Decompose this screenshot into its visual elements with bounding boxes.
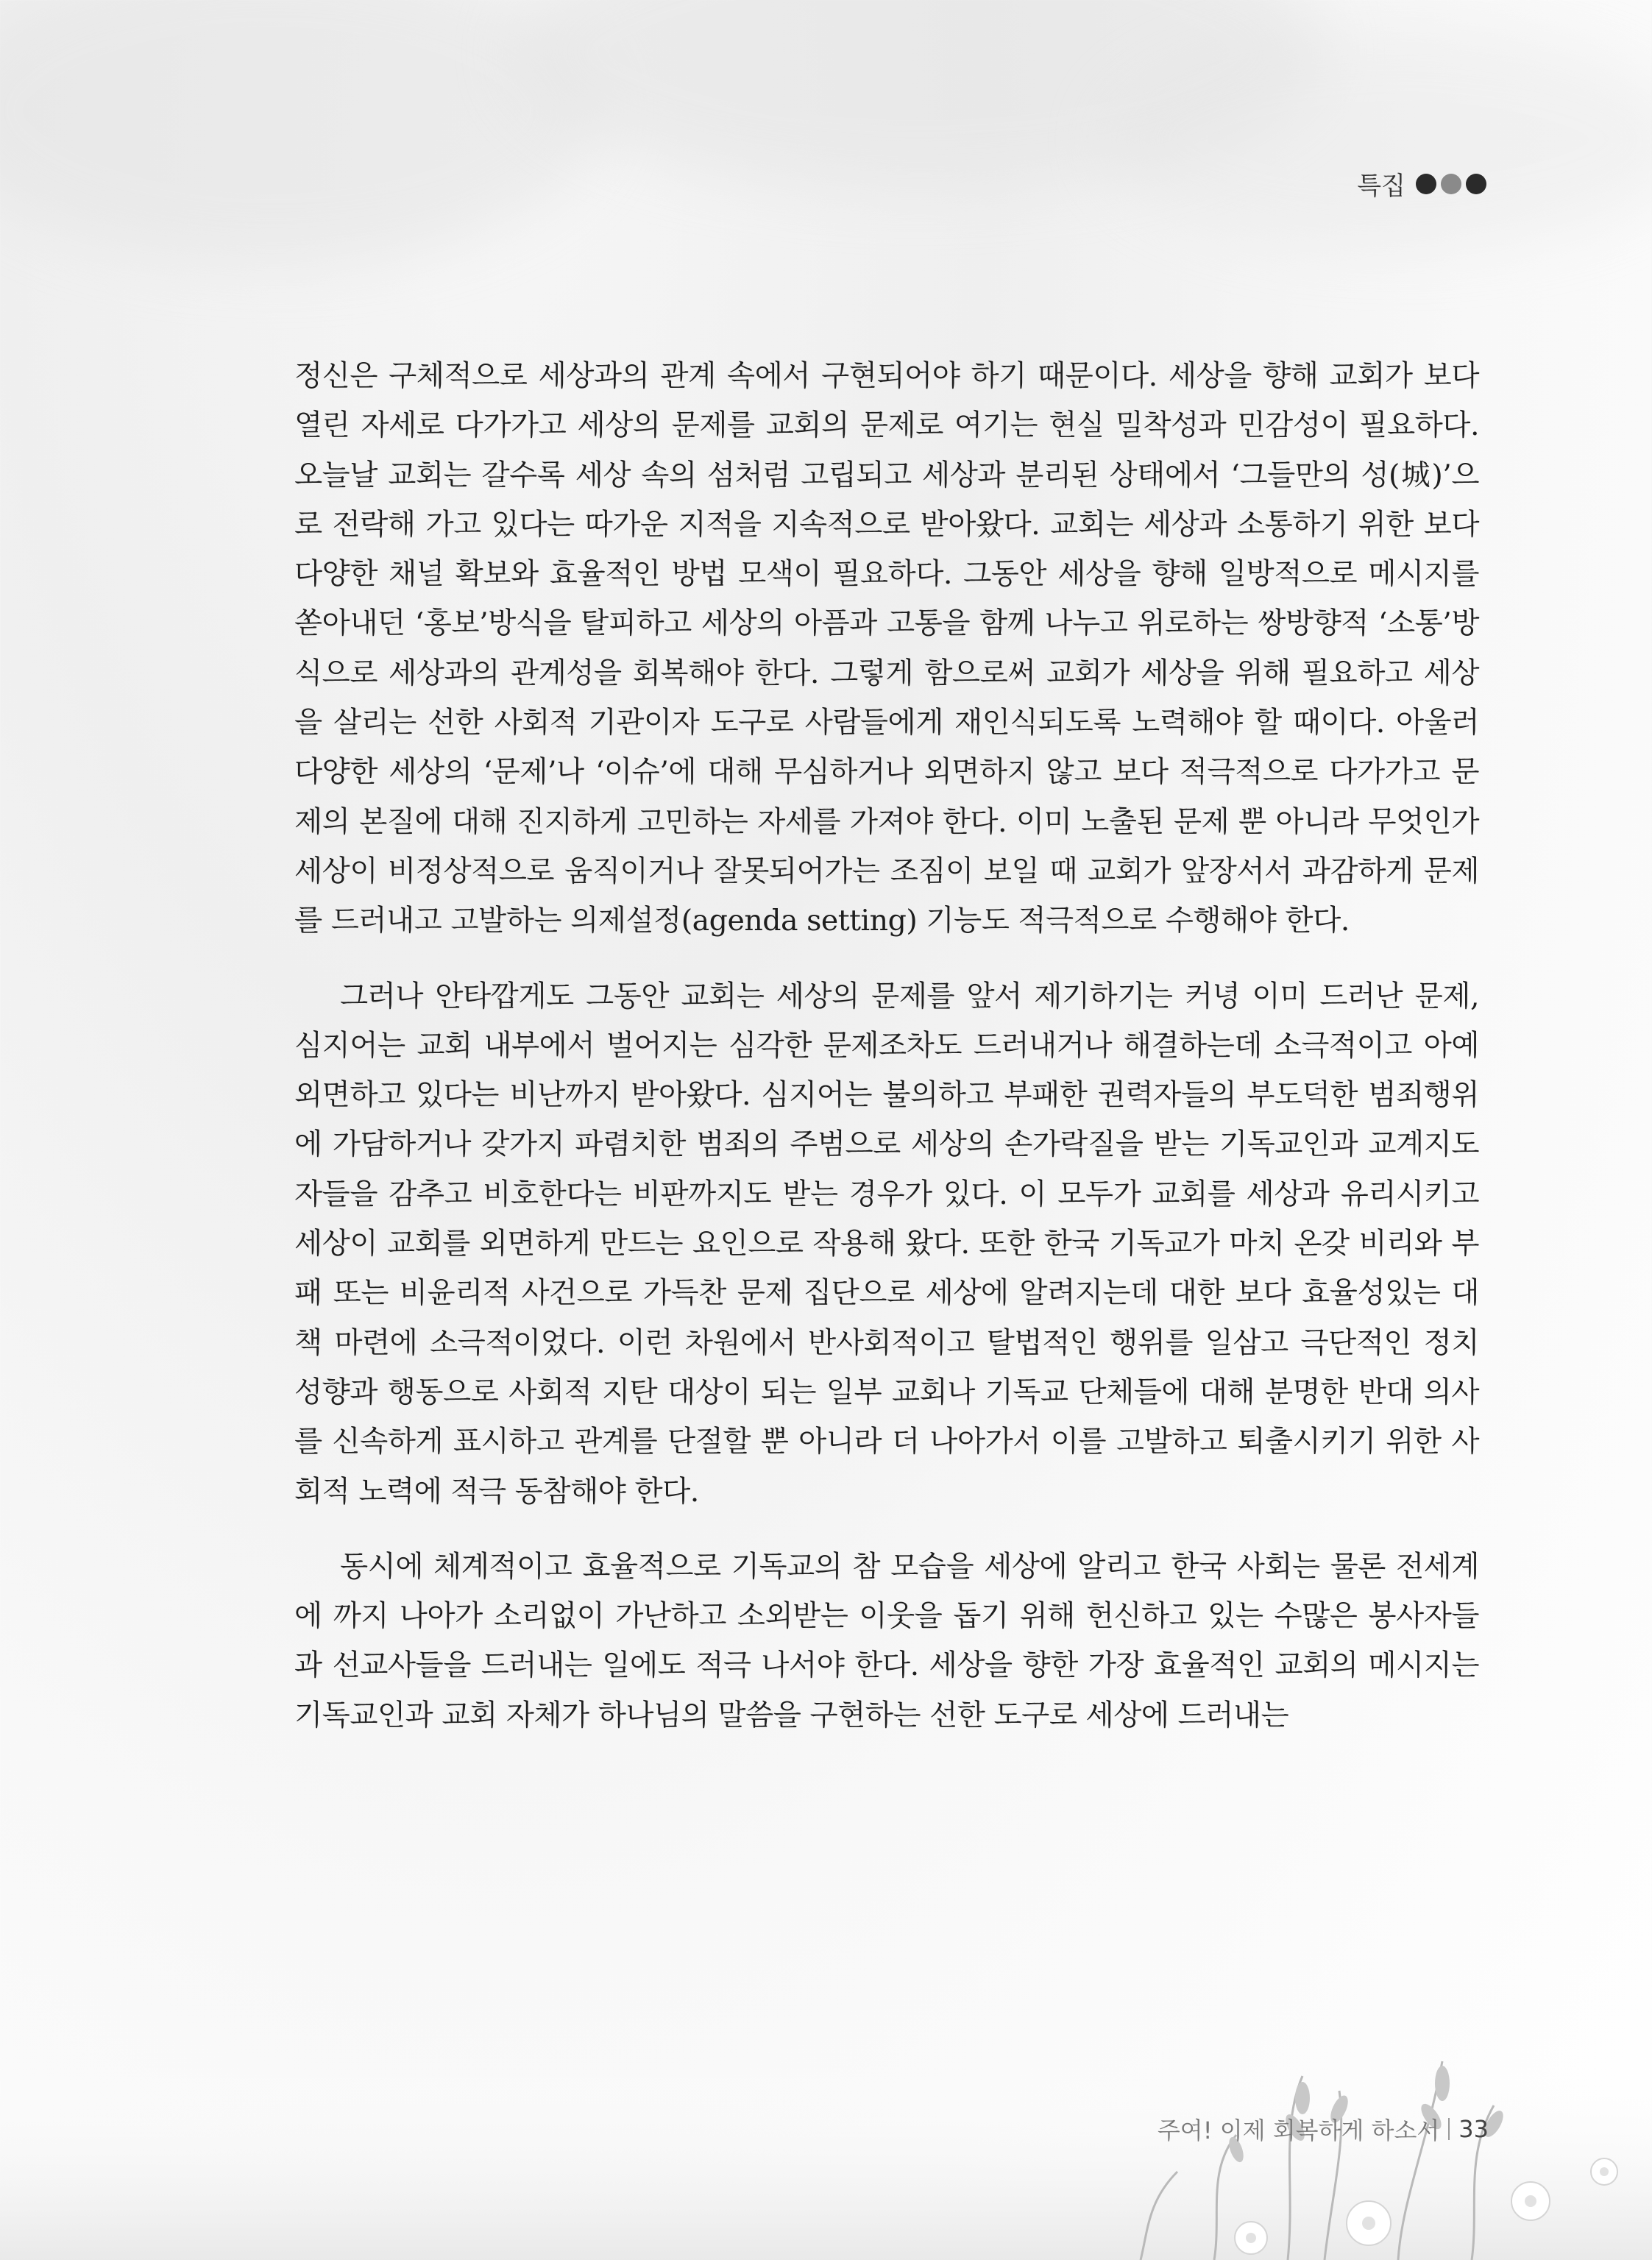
section-label: 특집 [1357,171,1405,201]
paragraph-2: 그러나 안타깝게도 그동안 교회는 세상의 문제를 앞서 제기하기는 커녕 이미 드러난 문제, 심지어는 교회 내부에서 벌어지는 심각한 문제조차도 드러내거나 해결하는데 소극적이고 아예 외면하고 있다는 비난까지 받아왔다. 심지어는 불의하고 부패한 권력자들의 부도덕한 범죄행위에 가담하거나 갖가지 파렴치한 범죄의 주범으로 세상의 손가락질을 받는 기독교인과 교계지도자들을 감추고 비호한다는 비판까지도 받는 경우가 있다. 이 모두가 교회를 세상과 유리시키고 세상이 교회를 외면하게 만드는 요인으로 작용해 왔다. 또한 한국 기독교가 마치 온갖 비리와 부패 또는 비윤리적 사건으로 가득찬 문제 집단으로 세상에 알려지는데 대한 보다 효율성있는 대책 마련에 소극적이었다. 이런 차원에서 반사회적이고 탈법적인 행위를 일삼고 극단적인 정치 성향과 행동으로 사회적 지탄 대상이 되는 일부 교회나 기독교 단체들에 대해 분명한 반대 의사를 신속하게 표시하고 관계를 단절할 뿐 아니라 더 나아가서 이를 고발하고 퇴출시키기 위한 사회적 노력에 적극 동참해야 한다. [294,979,1479,1509]
page-number: 33 [1458,2115,1489,2143]
flower-illustration [0,1951,1652,2260]
dot-icon [1416,174,1436,194]
paragraph-1: 정신은 구체적으로 세상과의 관계 속에서 구현되어야 하기 때문이다. 세상을 향해 교회가 보다 열린 자세로 다가가고 세상의 문제를 교회의 문제로 여기는 현실 밀착성과 민감성이 필요하다. 오늘날 교회는 갈수록 세상 속의 섬처럼 고립되고 세상과 분리된 상태에서 ‘그들만의 성(城)’으로 전락해 가고 있다는 따가운 지적을 지속적으로 받아왔다. 교회는 세상과 소통하기 위한 보다 다양한 채널 확보와 효율적인 방법 모색이 필요하다. 그동안 세상을 향해 일방적으로 메시지를 쏟아내던 ‘홍보’방식을 탈피하고 세상의 아픔과 고통을 함께 나누고 위로하는 쌍방향적 ‘소통’방식으로 세상과의 관계성을 회복해야 한다. 그렇게 함으로써 교회가 세상을 위해 필요하고 세상을 살리는 선한 사회적 기관이자 도구로 사람들에게 재인식되도록 노력해야 할 때이다. 아울러 다양한 세상의 ‘문제’나 ‘이슈’에 대해 무심하거나 외면하지 않고 보다 적극적으로 다가가고 문제의 본질에 대해 진지하게 고민하는 자세를 가져야 한다. 이미 노출된 문제 뿐 아니라 무엇인가 세상이 비정상적으로 움직이거나 잘못되어가는 조짐이 보일 때 교회가 앞장서서 과감하게 문제를 드러내고 고발하는 의제설정(agenda setting) 기능도 적극적으로 수행해야 한다. [294,359,1479,938]
article-body [294,352,1479,1766]
dot-icon [1466,174,1486,194]
magazine-title: 주여! 이제 회복하게 하소서 [1157,2116,1440,2144]
page-footer [1158,2112,1489,2146]
section-dots [1416,174,1486,194]
footer-divider [1448,2118,1450,2140]
paragraph-3: 동시에 체계적이고 효율적으로 기독교의 참 모습을 세상에 알리고 한국 사회는 물론 전세계에 까지 나아가 소리없이 가난하고 소외받는 이웃을 돕기 위해 헌신하고 있는 수많은 봉사자들과 선교사들을 드러내는 일에도 적극 나서야 한다. 세상을 향한 가장 효율적인 교회의 메시지는 기독교인과 교회 자체가 하나님의 말씀을 구현하는 선한 도구로 세상에 드러내는 [294,1549,1479,1732]
dot-icon [1441,174,1461,194]
section-header [1357,166,1486,202]
